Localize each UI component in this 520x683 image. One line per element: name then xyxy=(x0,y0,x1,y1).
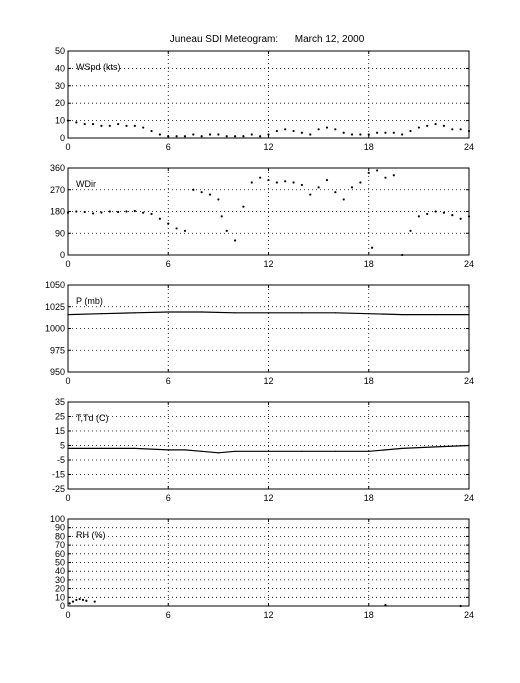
y-tick-label: 20 xyxy=(54,583,65,594)
data-point xyxy=(125,210,127,212)
data-point xyxy=(259,177,261,179)
data-point xyxy=(109,125,111,127)
data-point xyxy=(226,230,228,232)
x-tick-label: 6 xyxy=(165,493,171,503)
panel-label: RH (%) xyxy=(76,530,106,540)
data-point xyxy=(368,451,369,452)
data-point xyxy=(326,126,328,128)
data-point xyxy=(75,121,77,123)
data-point xyxy=(221,215,223,217)
x-tick-label: 0 xyxy=(65,142,71,152)
data-point xyxy=(209,133,211,135)
data-point xyxy=(435,314,436,315)
data-point xyxy=(94,601,96,603)
data-point xyxy=(335,451,336,452)
data-point xyxy=(368,133,370,135)
x-tick-label: 24 xyxy=(463,493,475,503)
y-tick-label: 50 xyxy=(54,557,65,568)
y-tick-label: 975 xyxy=(49,345,65,356)
data-point xyxy=(301,132,303,134)
data-point xyxy=(259,135,261,137)
y-tick-label: 50 xyxy=(54,46,65,56)
x-tick-label: 18 xyxy=(363,493,374,503)
panel-label: P (mb) xyxy=(76,296,103,306)
y-tick-label: 90 xyxy=(54,228,65,239)
data-point xyxy=(351,186,353,188)
data-point xyxy=(334,191,336,193)
data-point xyxy=(67,212,69,214)
data-point xyxy=(251,181,253,183)
data-point xyxy=(150,130,152,132)
y-tick-label: 10 xyxy=(54,592,65,603)
y-tick-label: 950 xyxy=(49,367,65,377)
data-point xyxy=(309,193,311,195)
panel-rh xyxy=(50,514,474,620)
data-point xyxy=(226,135,228,137)
data-point xyxy=(251,133,253,135)
data-point xyxy=(409,230,411,232)
data-point xyxy=(468,445,469,446)
y-tick-label: 0 xyxy=(59,601,65,611)
data-point xyxy=(234,312,235,313)
data-point xyxy=(318,186,320,188)
data-point xyxy=(67,448,68,449)
y-tick-label: 180 xyxy=(49,206,65,217)
data-point xyxy=(284,128,286,130)
data-point xyxy=(434,123,436,125)
data-point xyxy=(268,451,269,452)
data-point xyxy=(418,126,420,128)
y-tick-label: 0 xyxy=(59,133,65,143)
y-tick-label: -15 xyxy=(51,469,65,480)
y-tick-label: 40 xyxy=(54,566,65,577)
data-point xyxy=(101,313,102,314)
panel-label: WSpd (kts) xyxy=(76,62,121,72)
data-point xyxy=(267,133,269,135)
x-tick-label: 6 xyxy=(165,376,171,386)
data-point xyxy=(184,135,186,137)
data-point xyxy=(371,247,373,249)
data-point xyxy=(92,212,94,214)
data-point xyxy=(443,212,445,214)
data-point xyxy=(343,132,345,134)
y-tick-label: 60 xyxy=(54,548,65,559)
data-point xyxy=(117,211,119,213)
data-point xyxy=(460,218,462,220)
data-point xyxy=(75,210,77,212)
y-tick-label: 90 xyxy=(54,522,65,533)
panel-label: WDir xyxy=(76,179,96,189)
data-point xyxy=(142,212,144,214)
data-point xyxy=(401,133,403,135)
data-point xyxy=(69,602,71,604)
data-point xyxy=(192,189,194,191)
x-tick-label: 6 xyxy=(165,142,171,152)
x-tick-label: 12 xyxy=(263,376,274,386)
panel-label: T,Td (C) xyxy=(76,413,109,423)
data-point xyxy=(402,448,403,449)
x-tick-label: 6 xyxy=(165,259,171,269)
data-point xyxy=(334,128,336,130)
data-point xyxy=(184,230,186,232)
x-tick-label: 24 xyxy=(463,376,475,386)
data-point xyxy=(451,128,453,130)
data-point xyxy=(460,128,462,130)
data-point xyxy=(75,599,77,601)
data-point xyxy=(301,451,302,452)
x-tick-label: 18 xyxy=(363,142,374,152)
y-tick-label: 25 xyxy=(54,411,65,422)
data-point xyxy=(201,191,203,193)
data-point xyxy=(268,312,269,313)
data-point xyxy=(351,133,353,135)
data-point xyxy=(393,132,395,134)
data-point xyxy=(109,210,111,212)
data-point xyxy=(234,135,236,137)
x-tick-label: 18 xyxy=(363,376,374,386)
y-tick-label: 30 xyxy=(54,80,65,91)
y-tick-label: 100 xyxy=(49,514,65,524)
data-point xyxy=(385,449,386,450)
x-tick-label: 6 xyxy=(165,610,171,620)
data-point xyxy=(393,174,395,176)
x-tick-label: 0 xyxy=(65,259,71,269)
x-tick-label: 18 xyxy=(363,259,374,269)
data-point xyxy=(92,123,94,125)
panel-wdir xyxy=(50,163,474,269)
x-tick-label: 18 xyxy=(363,610,374,620)
y-tick-label: 70 xyxy=(54,540,65,551)
data-point xyxy=(435,446,436,447)
data-point xyxy=(167,135,169,137)
panel-pres xyxy=(45,280,474,386)
data-point xyxy=(134,210,136,212)
y-tick-label: 1050 xyxy=(44,280,65,290)
data-point xyxy=(301,312,302,313)
data-point xyxy=(434,210,436,212)
chart-title: Juneau SDI Meteogram: March 12, 2000 xyxy=(169,34,365,45)
data-point xyxy=(67,314,68,315)
data-point xyxy=(79,598,81,600)
x-tick-label: 12 xyxy=(263,493,274,503)
data-point xyxy=(242,206,244,208)
data-point xyxy=(292,130,294,132)
data-point xyxy=(326,179,328,181)
data-point xyxy=(234,239,236,241)
x-tick-label: 12 xyxy=(263,610,274,620)
data-point xyxy=(276,130,278,132)
data-point xyxy=(134,312,135,313)
data-point xyxy=(67,120,69,122)
data-point xyxy=(384,604,386,606)
data-point xyxy=(343,198,345,200)
data-point xyxy=(242,135,244,137)
data-point xyxy=(84,123,86,125)
y-tick-label: 30 xyxy=(54,574,65,585)
panel-temp xyxy=(52,397,474,503)
data-point xyxy=(384,177,386,179)
data-point xyxy=(218,452,219,453)
data-point xyxy=(359,181,361,183)
data-point xyxy=(84,211,86,213)
data-point xyxy=(335,312,336,313)
data-point xyxy=(201,135,203,137)
data-point xyxy=(359,133,361,135)
data-point xyxy=(184,449,185,450)
data-point xyxy=(284,180,286,182)
data-point xyxy=(468,130,470,132)
y-tick-label: 10 xyxy=(54,115,65,126)
data-point xyxy=(276,181,278,183)
data-point xyxy=(167,222,169,224)
data-point xyxy=(217,133,219,135)
x-tick-label: 24 xyxy=(463,610,475,620)
x-tick-label: 0 xyxy=(65,493,71,503)
data-point xyxy=(201,311,202,312)
y-tick-label: -5 xyxy=(56,455,65,465)
x-tick-label: 24 xyxy=(463,259,475,269)
y-tick-label: 20 xyxy=(54,98,65,109)
data-point xyxy=(82,599,84,601)
y-tick-label: 40 xyxy=(54,63,65,74)
y-tick-label: 1000 xyxy=(44,323,65,334)
data-point xyxy=(134,125,136,127)
data-point xyxy=(384,132,386,134)
data-point xyxy=(176,227,178,229)
data-point xyxy=(100,125,102,127)
data-point xyxy=(418,215,420,217)
panel-wspd xyxy=(55,46,474,152)
data-point xyxy=(142,126,144,128)
y-tick-label: 270 xyxy=(49,184,65,195)
data-point xyxy=(401,254,403,256)
data-point xyxy=(426,125,428,127)
data-point xyxy=(72,601,74,603)
data-point xyxy=(168,449,169,450)
data-point xyxy=(209,193,211,195)
data-point xyxy=(159,218,161,220)
data-point xyxy=(192,133,194,135)
data-point xyxy=(85,600,87,602)
data-point xyxy=(468,314,469,315)
data-point xyxy=(376,132,378,134)
data-point xyxy=(468,215,470,217)
y-tick-label: 5 xyxy=(59,440,65,451)
data-point xyxy=(176,135,178,137)
data-point xyxy=(368,172,370,174)
data-point xyxy=(460,605,462,607)
data-point xyxy=(125,125,127,127)
y-tick-label: -25 xyxy=(51,484,65,494)
y-tick-label: 35 xyxy=(54,397,65,407)
plot-frame xyxy=(68,51,469,138)
data-point xyxy=(267,179,269,181)
data-point xyxy=(409,130,411,132)
data-point xyxy=(150,213,152,215)
data-point xyxy=(134,448,135,449)
data-point xyxy=(292,181,294,183)
data-point xyxy=(443,125,445,127)
data-point xyxy=(368,313,369,314)
y-tick-label: 80 xyxy=(54,531,65,542)
y-tick-label: 15 xyxy=(54,426,65,436)
y-tick-label: 360 xyxy=(49,163,65,173)
data-point xyxy=(217,198,219,200)
data-point xyxy=(426,213,428,215)
data-point xyxy=(451,214,453,216)
data-point xyxy=(301,184,303,186)
data-point xyxy=(376,169,378,171)
y-tick-label: 0 xyxy=(59,250,65,260)
data-point xyxy=(318,128,320,130)
x-tick-label: 0 xyxy=(65,610,71,620)
data-point xyxy=(159,133,161,135)
data-point xyxy=(100,211,102,213)
data-point xyxy=(201,451,202,452)
x-tick-label: 0 xyxy=(65,376,71,386)
data-point xyxy=(101,448,102,449)
data-point xyxy=(234,451,235,452)
data-point xyxy=(168,311,169,312)
x-tick-label: 12 xyxy=(263,259,274,269)
data-point xyxy=(309,133,311,135)
y-tick-label: 1025 xyxy=(44,301,65,312)
x-tick-label: 12 xyxy=(263,142,274,152)
x-tick-label: 24 xyxy=(463,142,475,152)
data-point xyxy=(117,123,119,125)
data-point xyxy=(402,314,403,315)
